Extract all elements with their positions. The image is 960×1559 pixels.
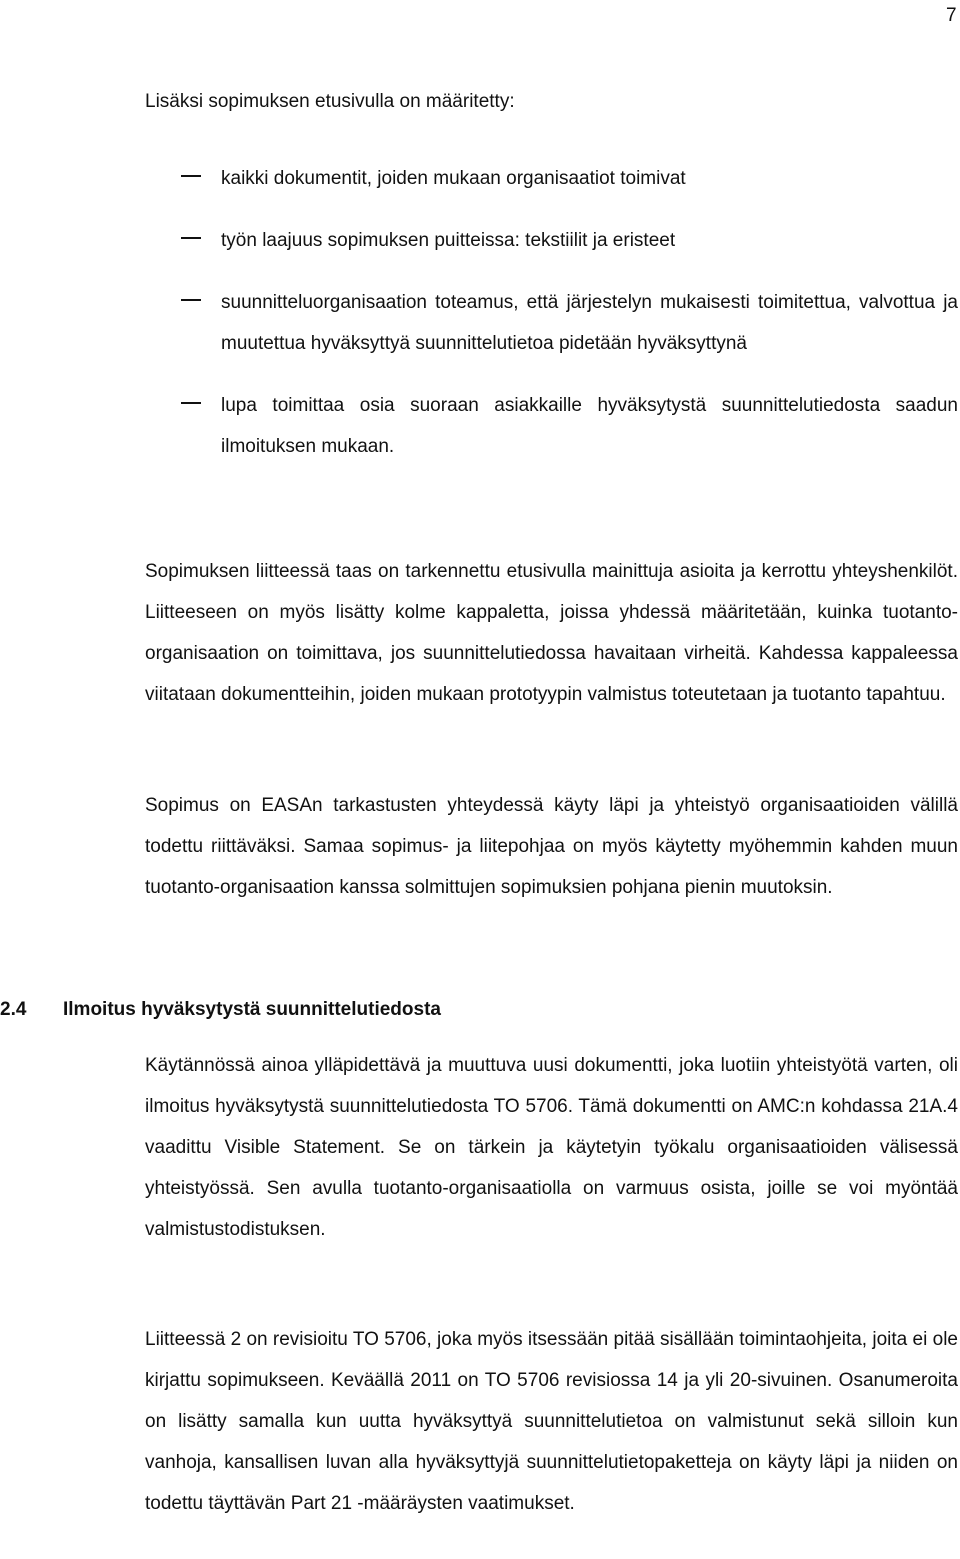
intro-text: Lisäksi sopimuksen etusivulla on määritetty:: [145, 91, 515, 112]
bullet-list: [0, 158, 960, 488]
list-item-text: kaikki dokumentit, joiden mukaan organisaatiot toimivat: [221, 168, 686, 189]
dash-bullet-icon: [181, 175, 201, 177]
list-item: [0, 158, 960, 199]
section-paragraph: Käytännössä ainoa ylläpidettävä ja muuttuva uusi dokumentti, joka luotiin yhteistyötä varten, oli ilmoitus hyväksytystä suunnittelutiedosta TO 5706. Tämä dokumentti on AMC:n kohdassa 21A.4 vaadittu Visible Statement. Se on tärkein ja käytetyin työkalu organisaatioiden välisessä yhteistyössä. Sen avulla tuotanto-organisaatiolla on varmuus osista, joille se voi myöntää valmistustodistuksen.: [145, 1055, 958, 1240]
section-title: Ilmoitus hyväksytystä suunnittelutiedosta: [63, 999, 441, 1020]
list-item: [0, 385, 960, 467]
list-item-text: lupa toimittaa osia suoraan asiakkaille hyväksytystä suunnittelutiedosta saadun ilmoituksen mukaan.: [221, 395, 958, 457]
list-item: [0, 282, 960, 364]
body-paragraph: Sopimuksen liitteessä taas on tarkennettu etusivulla mainittuja asioita ja kerrottu yhteyshenkilöt. Liitteeseen on myös lisätty kolme kappaletta, joissa yhdessä määritetään, kuinka tuotanto-organisaation on toimittava, jos suunnittelutiedossa havaitaan virheitä. Kahdessa kappaleessa viitataan dokumentteihin, joiden mukaan prototyypin valmistus toteutetaan ja tuotanto tapahtuu.: [145, 561, 958, 705]
dash-bullet-icon: [181, 402, 201, 404]
section-paragraph: Liitteessä 2 on revisioitu TO 5706, joka myös itsessään pitää sisällään toimintaohjeita, joita ei ole kirjattu sopimukseen. Keväällä 2011 on TO 5706 revisiossa 14 ja yli 20-sivuinen. Osanumeroita on lisätty samalla kun uutta hyväksyttyä suunnittelutietoa on valmistunut sekä silloin kun vanhoja, kansallisen luvan alla hyväksyttyjä suunnittelutietopaketteja on käyty läpi ja niiden on todettu täyttävän Part 21 -määräysten vaatimukset.: [145, 1329, 958, 1514]
section-number: 2.4: [0, 999, 27, 1020]
body-paragraph: Sopimus on EASAn tarkastusten yhteydessä käyty läpi ja yhteistyö organisaatioiden välillä todettu riittäväksi. Samaa sopimus- ja liitepohjaa on myös käytetty myöhemmin kahden muun tuotanto-organisaation kanssa solmittujen sopimuksien pohjana pienin muutoksin.: [145, 795, 958, 898]
list-item-text: suunnitteluorganisaation toteamus, että järjestelyn mukaisesti toimitettua, valvottua ja muutettua hyväksyttyä suunnittelutietoa pidetään hyväksyttynä: [221, 292, 958, 354]
list-item: [0, 220, 960, 261]
dash-bullet-icon: [181, 299, 201, 301]
page-number: 7: [946, 5, 957, 26]
list-item-text: työn laajuus sopimuksen puitteissa: tekstiilit ja eristeet: [221, 230, 676, 251]
dash-bullet-icon: [181, 237, 201, 239]
